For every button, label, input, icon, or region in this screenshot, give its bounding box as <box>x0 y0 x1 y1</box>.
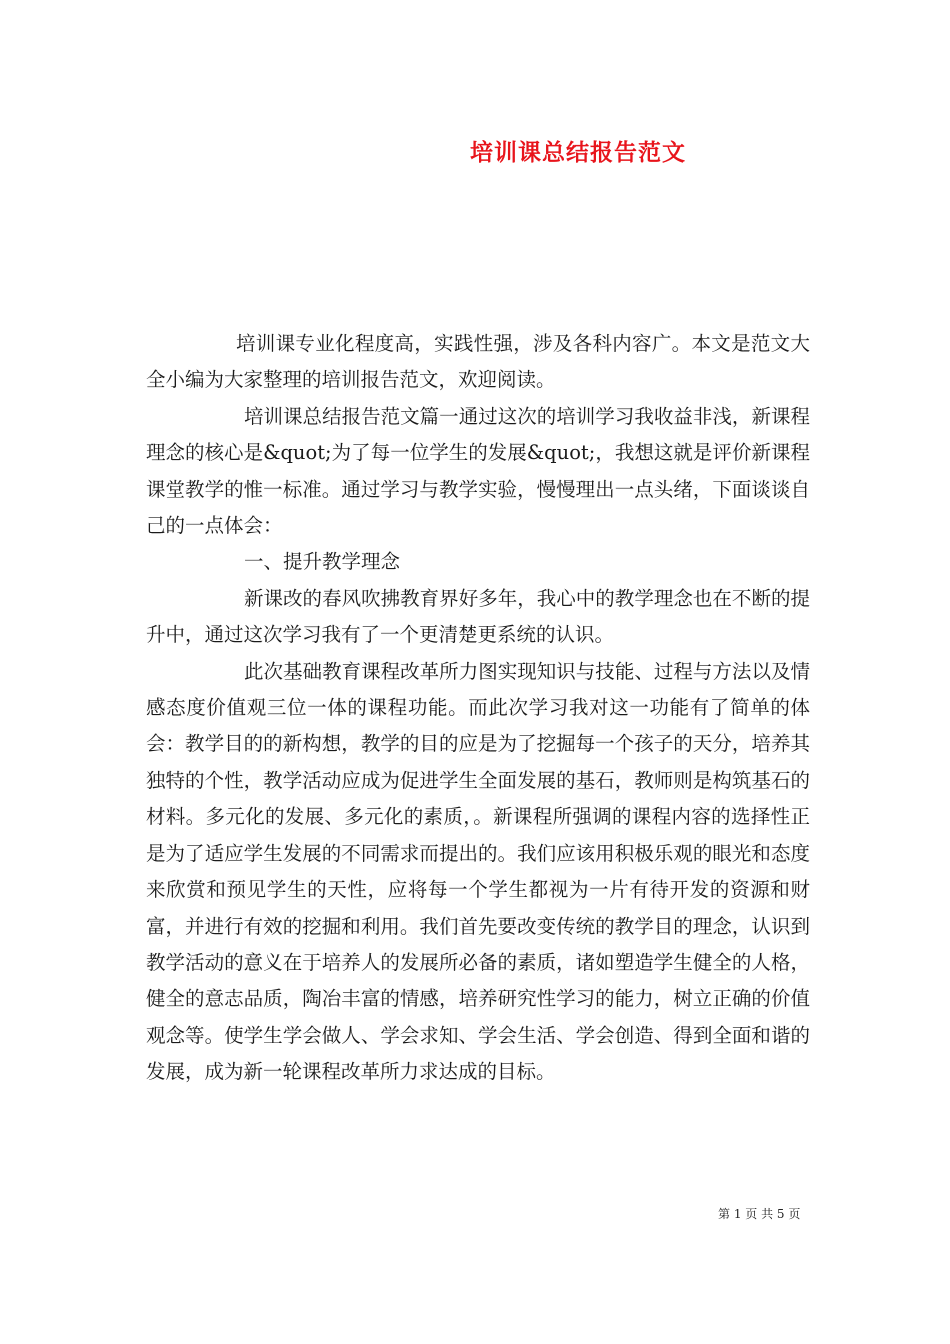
paragraph-curriculum: 此次基础教育课程改革所力图实现知识与技能、过程与方法以及情感态度价值观三位一体的课程功能。而此次学习我对这一功能有了简单的体会：教学目的的新构想，教学的目的应是为了挖掘每一个孩子的天分，培养其独特的个性，教学活动应成为促进学生全面发展的基石，教师则是构筑基石的材料。多元化的发展、多元化的素质，。新课程所强调的课程内容的选择性正是为了适应学生发展的不同需求而提出的。我们应该用积极乐观的眼光和态度来欣赏和预见学生的天性，应将每一个学生都视为一片有待开发的资源和财富，并进行有效的挖掘和利用。我们首先要改变传统的教学目的理念，认识到教学活动的意义在于培养人的发展所必备的素质，诸如塑造学生健全的人格，健全的意志品质，陶冶丰富的情感，培养研究性学习的能力，树立正确的价值观念等。使学生学会做人、学会求知、学会生活、学会创造、得到全面和谐的发展，成为新一轮课程改革所力求达成的目标。 <box>146 659 810 1084</box>
paragraph-reform: 新课改的春风吹拂教育界好多年，我心中的教学理念也在不断的提升中，通过这次学习我有了一个更清楚更系统的认识。 <box>146 586 810 647</box>
paragraph-part-one: 培训课总结报告范文篇一通过这次的培训学习我收益非浅，新课程理念的核心是&quot;为了每一位学生的发展&quot;，我想这就是评价新课程课堂教学的惟一标准。通过学习与教学实验，慢慢理出一点头绪，下面谈谈自己的一点体会： <box>146 404 810 538</box>
document-body <box>146 326 810 1091</box>
document-title: 培训课总结报告范文 <box>470 139 686 166</box>
section-heading: 一、提升教学理念 <box>244 550 401 574</box>
page-number-footer: 第 1 页 共 5 页 <box>718 1207 801 1221</box>
paragraph-intro: 培训课专业化程度高，实践性强，涉及各科内容广。本文是范文大全小编为大家整理的培训报告范文，欢迎阅读。 <box>146 332 810 392</box>
